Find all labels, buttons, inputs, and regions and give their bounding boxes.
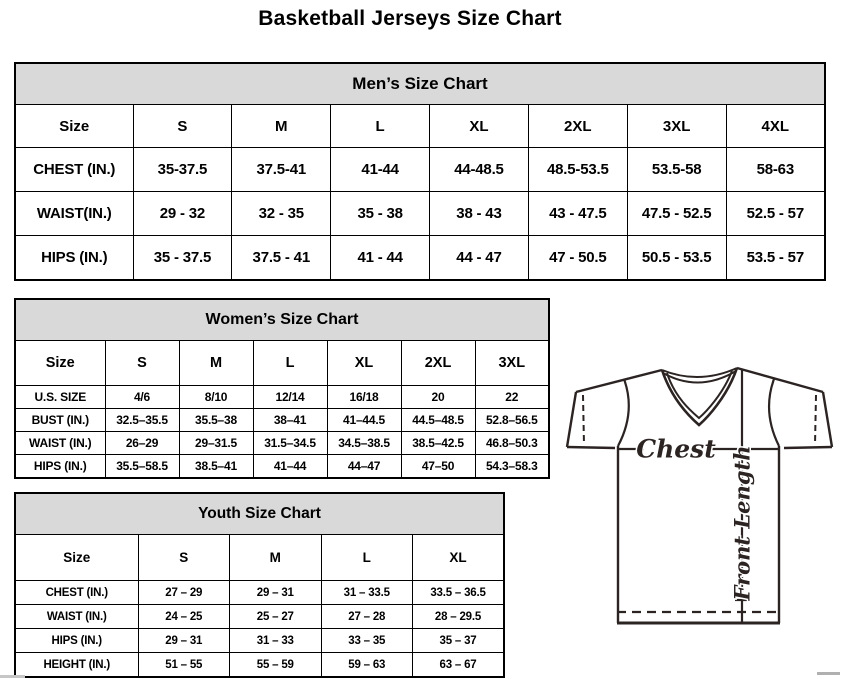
row-label: HIPS (IN.) bbox=[15, 236, 133, 281]
table-cell: 46.8–50.3 bbox=[475, 432, 549, 455]
womens-size-header-row bbox=[15, 341, 549, 386]
row-label: CHEST (IN.) bbox=[15, 581, 138, 605]
youth-height-row bbox=[15, 653, 504, 678]
row-label: CHEST (IN.) bbox=[15, 148, 133, 192]
youth-size-table bbox=[14, 492, 505, 678]
youth-chart-title: Youth Size Chart bbox=[15, 493, 504, 535]
table-cell: 63 – 67 bbox=[413, 653, 505, 678]
measurement-annotations bbox=[618, 370, 779, 623]
table-cell: 31 – 33 bbox=[230, 629, 322, 653]
table-cell: 33.5 – 36.5 bbox=[413, 581, 505, 605]
womens-chart-title: Women’s Size Chart bbox=[15, 299, 549, 341]
column-header: 3XL bbox=[475, 341, 549, 386]
table-cell: 51 – 55 bbox=[138, 653, 230, 678]
row-label: WAIST (IN.) bbox=[15, 432, 105, 455]
table-cell: 37.5 - 41 bbox=[232, 236, 331, 281]
table-cell: 38 - 43 bbox=[430, 192, 529, 236]
column-header: 2XL bbox=[528, 105, 627, 148]
column-header: M bbox=[230, 535, 322, 581]
column-header: L bbox=[321, 535, 413, 581]
mens-chart-title: Men’s Size Chart bbox=[15, 63, 825, 105]
table-cell: 52.8–56.5 bbox=[475, 409, 549, 432]
table-cell: 32 - 35 bbox=[232, 192, 331, 236]
table-cell: 12/14 bbox=[253, 386, 327, 409]
youth-chart-header-row bbox=[15, 493, 504, 535]
womens-chart-header-row bbox=[15, 299, 549, 341]
table-cell: 8/10 bbox=[179, 386, 253, 409]
column-header: L bbox=[253, 341, 327, 386]
table-cell: 41-44 bbox=[331, 148, 430, 192]
column-header: S bbox=[133, 105, 232, 148]
column-header: L bbox=[331, 105, 430, 148]
table-cell: 47–50 bbox=[401, 455, 475, 479]
table-cell: 38.5–42.5 bbox=[401, 432, 475, 455]
right-armhole-curve bbox=[769, 379, 779, 446]
column-header: 4XL bbox=[726, 105, 825, 148]
table-cell: 59 – 63 bbox=[321, 653, 413, 678]
row-label: HEIGHT (IN.) bbox=[15, 653, 138, 678]
column-header: XL bbox=[413, 535, 505, 581]
column-header: S bbox=[138, 535, 230, 581]
table-cell: 47.5 - 52.5 bbox=[627, 192, 726, 236]
table-cell: 41 - 44 bbox=[331, 236, 430, 281]
table-cell: 35.5–38 bbox=[179, 409, 253, 432]
table-cell: 29 – 31 bbox=[230, 581, 322, 605]
size-label: Size bbox=[15, 105, 133, 148]
table-cell: 24 – 25 bbox=[138, 605, 230, 629]
table-cell: 44-48.5 bbox=[430, 148, 529, 192]
youth-chest-row bbox=[15, 581, 504, 605]
table-cell: 22 bbox=[475, 386, 549, 409]
left-armhole-curve bbox=[618, 379, 629, 446]
row-label: HIPS (IN.) bbox=[15, 455, 105, 479]
table-cell: 54.3–58.3 bbox=[475, 455, 549, 479]
column-header: M bbox=[232, 105, 331, 148]
mens-size-header-row bbox=[15, 105, 825, 148]
jersey-measurement-diagram bbox=[558, 360, 843, 650]
table-cell: 55 – 59 bbox=[230, 653, 322, 678]
table-cell: 29 – 31 bbox=[138, 629, 230, 653]
youth-waist-row bbox=[15, 605, 504, 629]
front-length-label: Front Length bbox=[729, 445, 755, 601]
table-cell: 38–41 bbox=[253, 409, 327, 432]
womens-hips-row bbox=[15, 455, 549, 479]
row-label: WAIST(IN.) bbox=[15, 192, 133, 236]
size-label: Size bbox=[15, 341, 105, 386]
womens-bust-row bbox=[15, 409, 549, 432]
table-cell: 37.5-41 bbox=[232, 148, 331, 192]
table-cell: 35 – 37 bbox=[413, 629, 505, 653]
mens-hips-row bbox=[15, 236, 825, 281]
column-header: XL bbox=[327, 341, 401, 386]
jersey-outline-drawing bbox=[567, 368, 832, 623]
row-label: WAIST (IN.) bbox=[15, 605, 138, 629]
table-cell: 53.5-58 bbox=[627, 148, 726, 192]
table-cell: 35.5–58.5 bbox=[105, 455, 179, 479]
table-cell: 16/18 bbox=[327, 386, 401, 409]
horizontal-scrollbar-fragment-right[interactable] bbox=[817, 672, 840, 675]
table-cell: 38.5–41 bbox=[179, 455, 253, 479]
table-cell: 27 – 28 bbox=[321, 605, 413, 629]
womens-size-table bbox=[14, 298, 550, 479]
left-cuff-seam-dashed-line bbox=[583, 395, 584, 445]
row-label: BUST (IN.) bbox=[15, 409, 105, 432]
table-cell: 58-63 bbox=[726, 148, 825, 192]
column-header: 3XL bbox=[627, 105, 726, 148]
page-title: Basketball Jerseys Size Chart bbox=[258, 7, 562, 30]
table-cell: 34.5–38.5 bbox=[327, 432, 401, 455]
table-cell: 35 - 37.5 bbox=[133, 236, 232, 281]
size-label: Size bbox=[15, 535, 138, 581]
womens-waist-row bbox=[15, 432, 549, 455]
table-cell: 43 - 47.5 bbox=[528, 192, 627, 236]
table-cell: 26–29 bbox=[105, 432, 179, 455]
mens-chest-row bbox=[15, 148, 825, 192]
table-cell: 52.5 - 57 bbox=[726, 192, 825, 236]
column-header: S bbox=[105, 341, 179, 386]
table-cell: 47 - 50.5 bbox=[528, 236, 627, 281]
table-cell: 31 – 33.5 bbox=[321, 581, 413, 605]
table-cell: 25 – 27 bbox=[230, 605, 322, 629]
column-header: M bbox=[179, 341, 253, 386]
table-cell: 35 - 38 bbox=[331, 192, 430, 236]
table-cell: 41–44.5 bbox=[327, 409, 401, 432]
youth-size-header-row bbox=[15, 535, 504, 581]
mens-waist-row bbox=[15, 192, 825, 236]
table-cell: 33 – 35 bbox=[321, 629, 413, 653]
table-cell: 35-37.5 bbox=[133, 148, 232, 192]
table-cell: 29 - 32 bbox=[133, 192, 232, 236]
table-cell: 29–31.5 bbox=[179, 432, 253, 455]
table-cell: 31.5–34.5 bbox=[253, 432, 327, 455]
womens-ussize-row bbox=[15, 386, 549, 409]
column-header: XL bbox=[430, 105, 529, 148]
horizontal-scrollbar-fragment-left[interactable] bbox=[0, 675, 25, 678]
table-cell: 44–47 bbox=[327, 455, 401, 479]
mens-chart-header-row bbox=[15, 63, 825, 105]
table-cell: 20 bbox=[401, 386, 475, 409]
table-cell: 32.5–35.5 bbox=[105, 409, 179, 432]
table-cell: 4/6 bbox=[105, 386, 179, 409]
table-cell: 44 - 47 bbox=[430, 236, 529, 281]
column-header: 2XL bbox=[401, 341, 475, 386]
youth-hips-row bbox=[15, 629, 504, 653]
table-cell: 48.5-53.5 bbox=[528, 148, 627, 192]
table-cell: 28 – 29.5 bbox=[413, 605, 505, 629]
mens-size-table bbox=[14, 62, 826, 281]
row-label: U.S. SIZE bbox=[15, 386, 105, 409]
table-cell: 50.5 - 53.5 bbox=[627, 236, 726, 281]
chest-label: Chest bbox=[636, 434, 716, 464]
table-cell: 41–44 bbox=[253, 455, 327, 479]
table-cell: 53.5 - 57 bbox=[726, 236, 825, 281]
table-cell: 44.5–48.5 bbox=[401, 409, 475, 432]
table-cell: 27 – 29 bbox=[138, 581, 230, 605]
right-cuff-seam-dashed-line bbox=[815, 395, 816, 445]
row-label: HIPS (IN.) bbox=[15, 629, 138, 653]
